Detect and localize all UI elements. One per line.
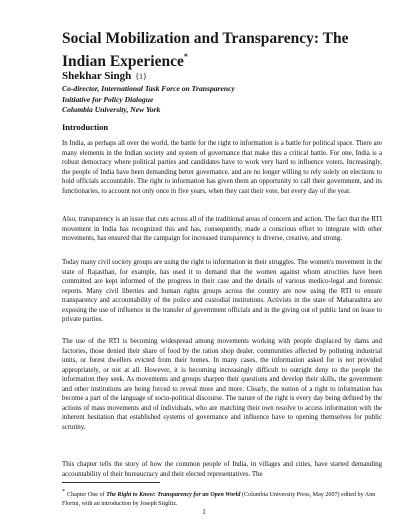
author-name: Shekhar Singh xyxy=(62,70,132,82)
footnote-marker: * xyxy=(62,489,65,495)
body-paragraph-4: The use of the RTI is becoming widespread among movements working with people displaced by dams and factories, those denied their share of food by the ration shop dealer, communities affected by polluting industrial units, or forest dwellers evicted from their homes. In many cases, the information asked for is not provided appropriately, or not at all. However, it is becoming increasingly difficult to outright deny to the people the information they seek. As movements and groups sharpen their questions and develop their skills, the government and other institutions are being forced to reveal more and more. Clearly, the notion of a right to information has become a part of the language of socio-political discourse. The nature of the right is every day being defined by the actions of mass movements and of individuals, who are matching their own resolve to access information with the inherent hesitation that established systems of governance and influence have to opening themselves for public scrutiny. xyxy=(62,338,382,431)
author-affiliation-2: Initiative for Policy Dialogue xyxy=(62,94,154,104)
footnote xyxy=(62,488,382,508)
page-number: 1 xyxy=(202,508,206,516)
body-paragraph-3: Today many civil society groups are using the right to information in their struggles. The women's movement in the state of Rajasthan, for example, has used it to demand that the women against whom atrocities have been committed are kept informed of the progress in their case and the details of various medico-legal and forensic reports. Many civil liberties and human rights groups across the country are now using the RTI to ensure transparency and accountability of the police and custodial institutions. Activists in the state of Maharashtra are exposing the use of influence in the transfer of government officials and in the giving out of public land on lease to private parties. xyxy=(62,259,382,324)
author-affiliation-3: Columbia University, New York xyxy=(62,105,161,114)
body-paragraph-5: This chapter tells the story of how the common people of India, in villages and cities, have started demanding accountability of their bureaucracy and their elected representatives. The xyxy=(62,461,382,478)
body-paragraph-1: In India, as perhaps all over the world, the battle for the right to information is a battle for political space. There are many elements in the Indian society and system of governance that make this a critical battle. For one, India is a robust democracy where political parties and candidates have to work very hard to influence voters. Increasingly, the people of India have been demanding better governance, and are no longer willing to rely solely on elections to hold officials accountable. The right to information has given them an opportunity to call their government, and its functionaries, to account not only once in five years, when they cast their vote, but every day of the year. xyxy=(62,140,382,195)
author-line xyxy=(62,70,147,83)
chapter-title xyxy=(62,30,382,71)
author-reference: {1} xyxy=(135,72,147,81)
section-heading: Introduction xyxy=(62,122,109,132)
footnote-divider xyxy=(62,482,160,483)
footnote-book-title: The Right to Know: Transparency for an Open World xyxy=(106,492,241,498)
author-affiliation-1: Co-director, International Task Force on Transparency xyxy=(62,84,235,93)
title-footnote-marker: * xyxy=(183,52,188,61)
chapter-title-text: Social Mobilization and Transparency: The Indian Experience xyxy=(62,30,349,70)
footnote-prefix: Chapter One of xyxy=(67,492,107,498)
body-paragraph-2: Also, transparency is an issue that cuts across all of the traditional areas of concern and action. The fact that the RTI movement in India has recognized this and has, consequently, made a conscious effort to integrate with other movements, has ensured that the campaign for increased transparency is diverse, creative, and strong. xyxy=(62,216,382,243)
footnote-suffix: (Columbia University Press, May 2007) edited by Ann Florini, with an introduction by Joseph Stiglitz. xyxy=(62,492,376,507)
